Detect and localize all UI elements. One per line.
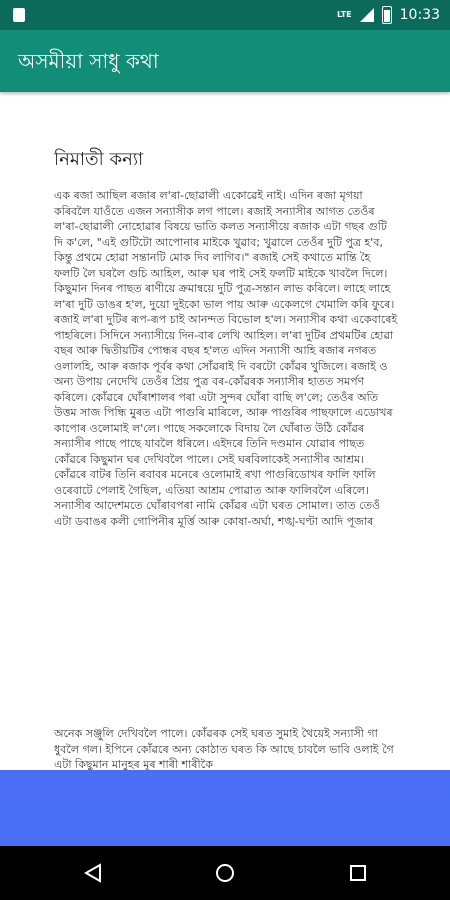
- home-button[interactable]: [212, 860, 238, 886]
- story-paragraph: এক ৰজা আছিল ৰজাৰ ল'ৰা-ছোৱালী একোৱেই নাই। এদিন ৰজা মৃগয়া কৰিবলৈ যাওঁতে এজন সন্যাসীক লগ পালে। ৰজাই সন্যাসীৰ আগত তেওঁৰ ল'ৰা-ছোৱালী নোহোৱাৰ বিষয়ে ভাতি কলত সন্যাসীয়ে ৰজাক এটা গছৰ গুটি দি ক'লে, "এই গুটিটো আপোনাৰ মাইকে খুৱাব; খুৱালে তেওঁৰ দুটি পুত্ৰ হ'ব, কিন্তু প্ৰথমে হোৱা সন্তানটি মোক দিব লাগিব।" ৰজাই সেই কথাতে মান্তি হৈ ফলটি লৈ ঘৰলৈ গুচি আহিল, আৰু ঘৰ পাই সেই ফলটি মাইকে খাবলৈ দিলে। কিছুমান দিনৰ পাছত ৰাণীয়ে ক্ৰমান্বয়ে দুটি পুত্ৰ-সন্তান লাভ কৰিলে। লাহে লাহে ল'ৰা দুটি ডাঙৰ হ'ল, দুয়ো দুইকো ভাল পায় আৰু একেলগে খেমালি কৰি ফুৰে। ৰজাই ল'ৰা দুটিৰ ৰূপ-ৰূপ চাই আনন্দত বিভোল হ'ল। সন্যাসীৰ কথা একেবাৰেই পাহৰিলে। সিদিনে সন্যাসীয়ে দিন-বাৰ লেখি আহিল। ল'ৰা দুটিৰ প্ৰথমটিৰ হোৱা বছৰ আৰু দ্বিতীয়টিৰ পোন্ধৰ বছৰ হ'লত এদিন সন্যাসী আহি ৰজাৰ নগৰত ওলালহি, আৰু ৰজাক পূৰ্বৰ কথা সোঁৱৰাই দি বৰটো কোঁৱৰ খুজিলে। ৰজাই ও অন্য উপায় নেদেখি তেওঁৰ প্ৰিয় পুত্ৰ বৰ-কোঁৱৰক সন্যাসীৰ হাতত সমৰ্পণ কৰিলে। কোঁৱৰে ঘোঁৰাশালৰ পৰা এটা সুন্দৰ ঘোঁৰা বাছি ল'লে; তেওঁৰ অতি উত্তম সাজ পিন্ধি মুৰত এটা পাগুৰি মাৰিলে, আৰু পাগুৰিৰ পাছফালে এডোখৰ কাপোৰ ওলোমাই ল'লে। পাছে সকলোকে বিদায় লৈ ঘোঁৰাত উঠি কোঁৱৰ সন্যাসীৰ পাছে পাছে যাবলৈ ধৰিলে। এইদৰে তিনি দণ্ডমান যোৱাৰ পাছত কোঁৱৰে কিছুমান ঘৰ দেখিবলৈ পালে। সেই ঘৰবিলাকেই সন্যাসীৰ আশ্ৰম। কোঁৱৰে বাটৰ তিনি ৰবাবৰ মনেৰে ওলোমাই ৰখা পাগুৰিডোখৰ ফালি ফালি ওৰেবাটে পেলাই গৈছিল, এতিয়া আশ্ৰম পোৱাত আৰু ফালিবলৈ এৰিলে। সন্যাসীৰ আদেশমতে ঘোঁৰাবপৰা নামি কোঁৱৰ এটা ঘৰত সোমাল। তাত তেওঁ এটা ডবাঙৰ কলী গোপিনীৰ মূৰ্ত্তি আৰু কোষা-অৰ্ঘা, শঙ্খ-ঘণ্টা আদি পূজাৰ: [54, 189, 398, 528]
- story-title: নিমাতী কন্যা: [54, 149, 144, 170]
- clock: 10:33: [399, 7, 440, 23]
- home-icon: [214, 862, 236, 884]
- recents-button[interactable]: [345, 860, 371, 886]
- app-bar: [0, 30, 450, 92]
- status-icons: [337, 6, 440, 24]
- status-bar: [0, 0, 450, 30]
- sim-card-icon: [13, 8, 25, 22]
- battery-icon: [382, 6, 392, 24]
- signal-icon: [360, 8, 374, 22]
- ad-banner[interactable]: [0, 770, 450, 846]
- recents-icon: [347, 862, 369, 884]
- navigation-bar: [0, 846, 450, 900]
- story-content[interactable]: [0, 92, 450, 770]
- app-title: অসমীয়া সাধু কথা: [18, 49, 159, 73]
- back-button[interactable]: [80, 860, 106, 886]
- story-paragraph: অনেক সঞ্জুলি দেখিবলৈ পালে। কোঁৱৰক সেই ঘৰত সুমাই থৈয়েই সন্যাসী গা ধুবলৈ গল। ইপিনে কোঁৱৰে অন্য কোঠাত ঘৰত কি আছে চাবলৈ ভাবি ওলাই গৈ এটা কিছুমান মানুহৰ মূৰ শাৰী শাৰীকৈ: [54, 727, 394, 770]
- back-icon: [82, 862, 104, 884]
- network-type: LTE: [336, 10, 352, 19]
